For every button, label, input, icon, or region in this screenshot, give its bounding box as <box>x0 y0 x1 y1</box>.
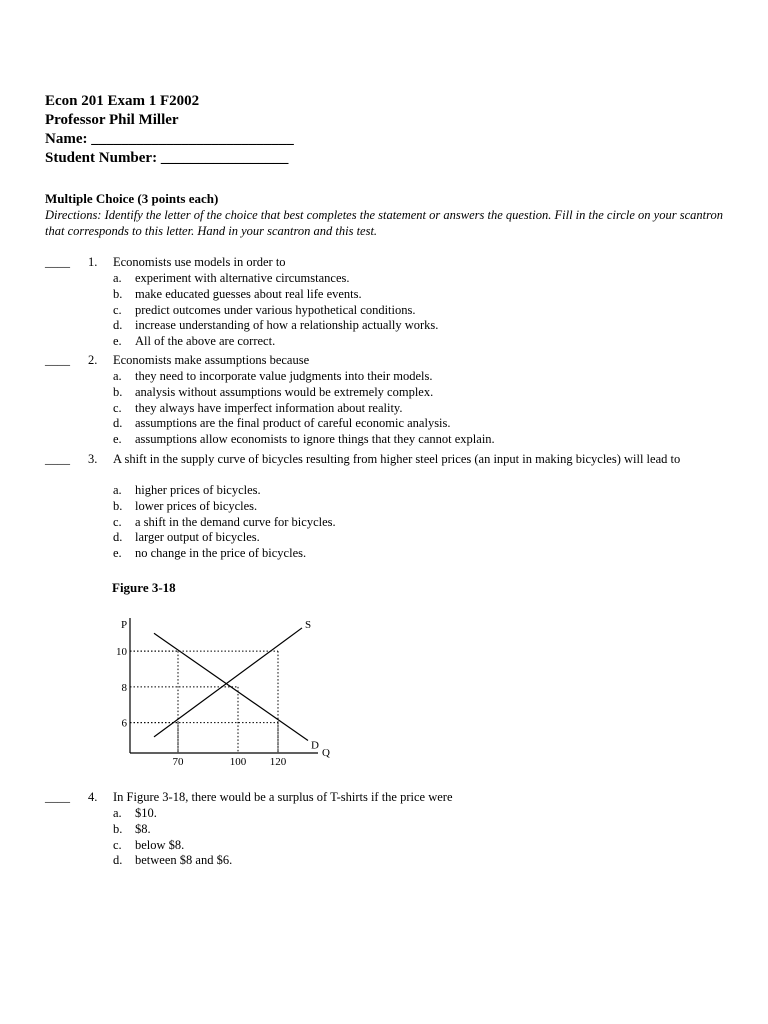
series-label-s: S <box>305 618 312 631</box>
answer-blank: ____ <box>45 790 70 804</box>
x-tick-label: 100 <box>229 756 247 768</box>
x-tick-label: 120 <box>269 756 287 768</box>
name-field: Name: ___________________________ <box>45 131 294 147</box>
course-title: Econ 201 Exam 1 F2002 <box>45 93 200 109</box>
supply-demand-chart <box>110 608 340 770</box>
y-axis-label: P <box>121 619 128 631</box>
x-tick-label: 70 <box>172 756 184 768</box>
question-number: 2. <box>88 353 98 367</box>
y-tick-label: 8 <box>121 681 127 694</box>
y-tick-label: 6 <box>121 717 127 730</box>
professor-name: Professor Phil Miller <box>45 112 179 128</box>
question-text: Economists use models in order to <box>113 255 286 269</box>
y-tick-label: 10 <box>116 646 127 659</box>
directions-text: Directions: Identify the letter of the choice that best completes the statement or answers the question. Fill in the circle on your scantron that corresponds to this letter. Hand in your scantron and this test. <box>45 208 723 238</box>
question-number: 1. <box>88 255 98 269</box>
student-number-field: Student Number: _________________ <box>45 150 289 166</box>
series-line-d <box>154 633 308 740</box>
figure-title: Figure 3-18 <box>112 580 176 595</box>
section-title: Multiple Choice (3 points each) <box>45 191 219 206</box>
answer-blank: ____ <box>45 255 70 269</box>
question-number: 4. <box>88 790 98 804</box>
series-label-d: D <box>311 739 319 752</box>
question-text: In Figure 3-18, there would be a surplus of T-shirts if the price were <box>113 790 453 804</box>
x-axis-label: Q <box>322 747 330 759</box>
question-text: A shift in the supply curve of bicycles resulting from higher steel prices (an input in making bicycles) will lead to <box>113 452 681 466</box>
question-text: Economists make assumptions because <box>113 353 310 367</box>
question-number: 3. <box>88 452 98 466</box>
exam-page: Econ 201 Exam 1 F2002 Professor Phil Miller Name: ___________________________ Student Number: _________________ Multiple Choice (3 points each) Directions: Identify the letter of the choice that best completes the statement or answers the question. Fill in the circle on your scantron that corresponds to this letter. Hand in your scantron and this test. ____ 1. Economists use models in order to a. experiment with alternative circumstances. b. make educated guesses about real life events. c. predict outcomes under various hypothetical conditions. d. increase understanding of how a relationship actually works. e. All of the above are correct. ____ 2. Economists make assumptions because a. they need to incorporate value judgments into their models. b. analysis without assumptions would be extremely complex. c. they always have imperfect information about reality. d. assumptions are the final product of careful economic analysis. e. assumptions allow economists to ignore things that they cannot explain. ____ 3. A shift in the supply curve of bicycles resulting from higher steel prices (an input in making bicycles) will lead to a. higher prices of bicycles. b. lower prices of bicycles. c. a shift in the demand curve for bicycles. d. larger output of bicycles. e. no change in the price of bicycles. Figure 3-18 S D 6 8 10 70 100 120 P Q ____ 4. In Figure 3-18, there would be a surplus of T-shirts if the price were a. $10. b. $8. c. below $8. d. between $8 and $6. <box>0 0 768 1024</box>
answer-blank: ____ <box>45 353 70 367</box>
answer-blank: ____ <box>45 452 70 466</box>
